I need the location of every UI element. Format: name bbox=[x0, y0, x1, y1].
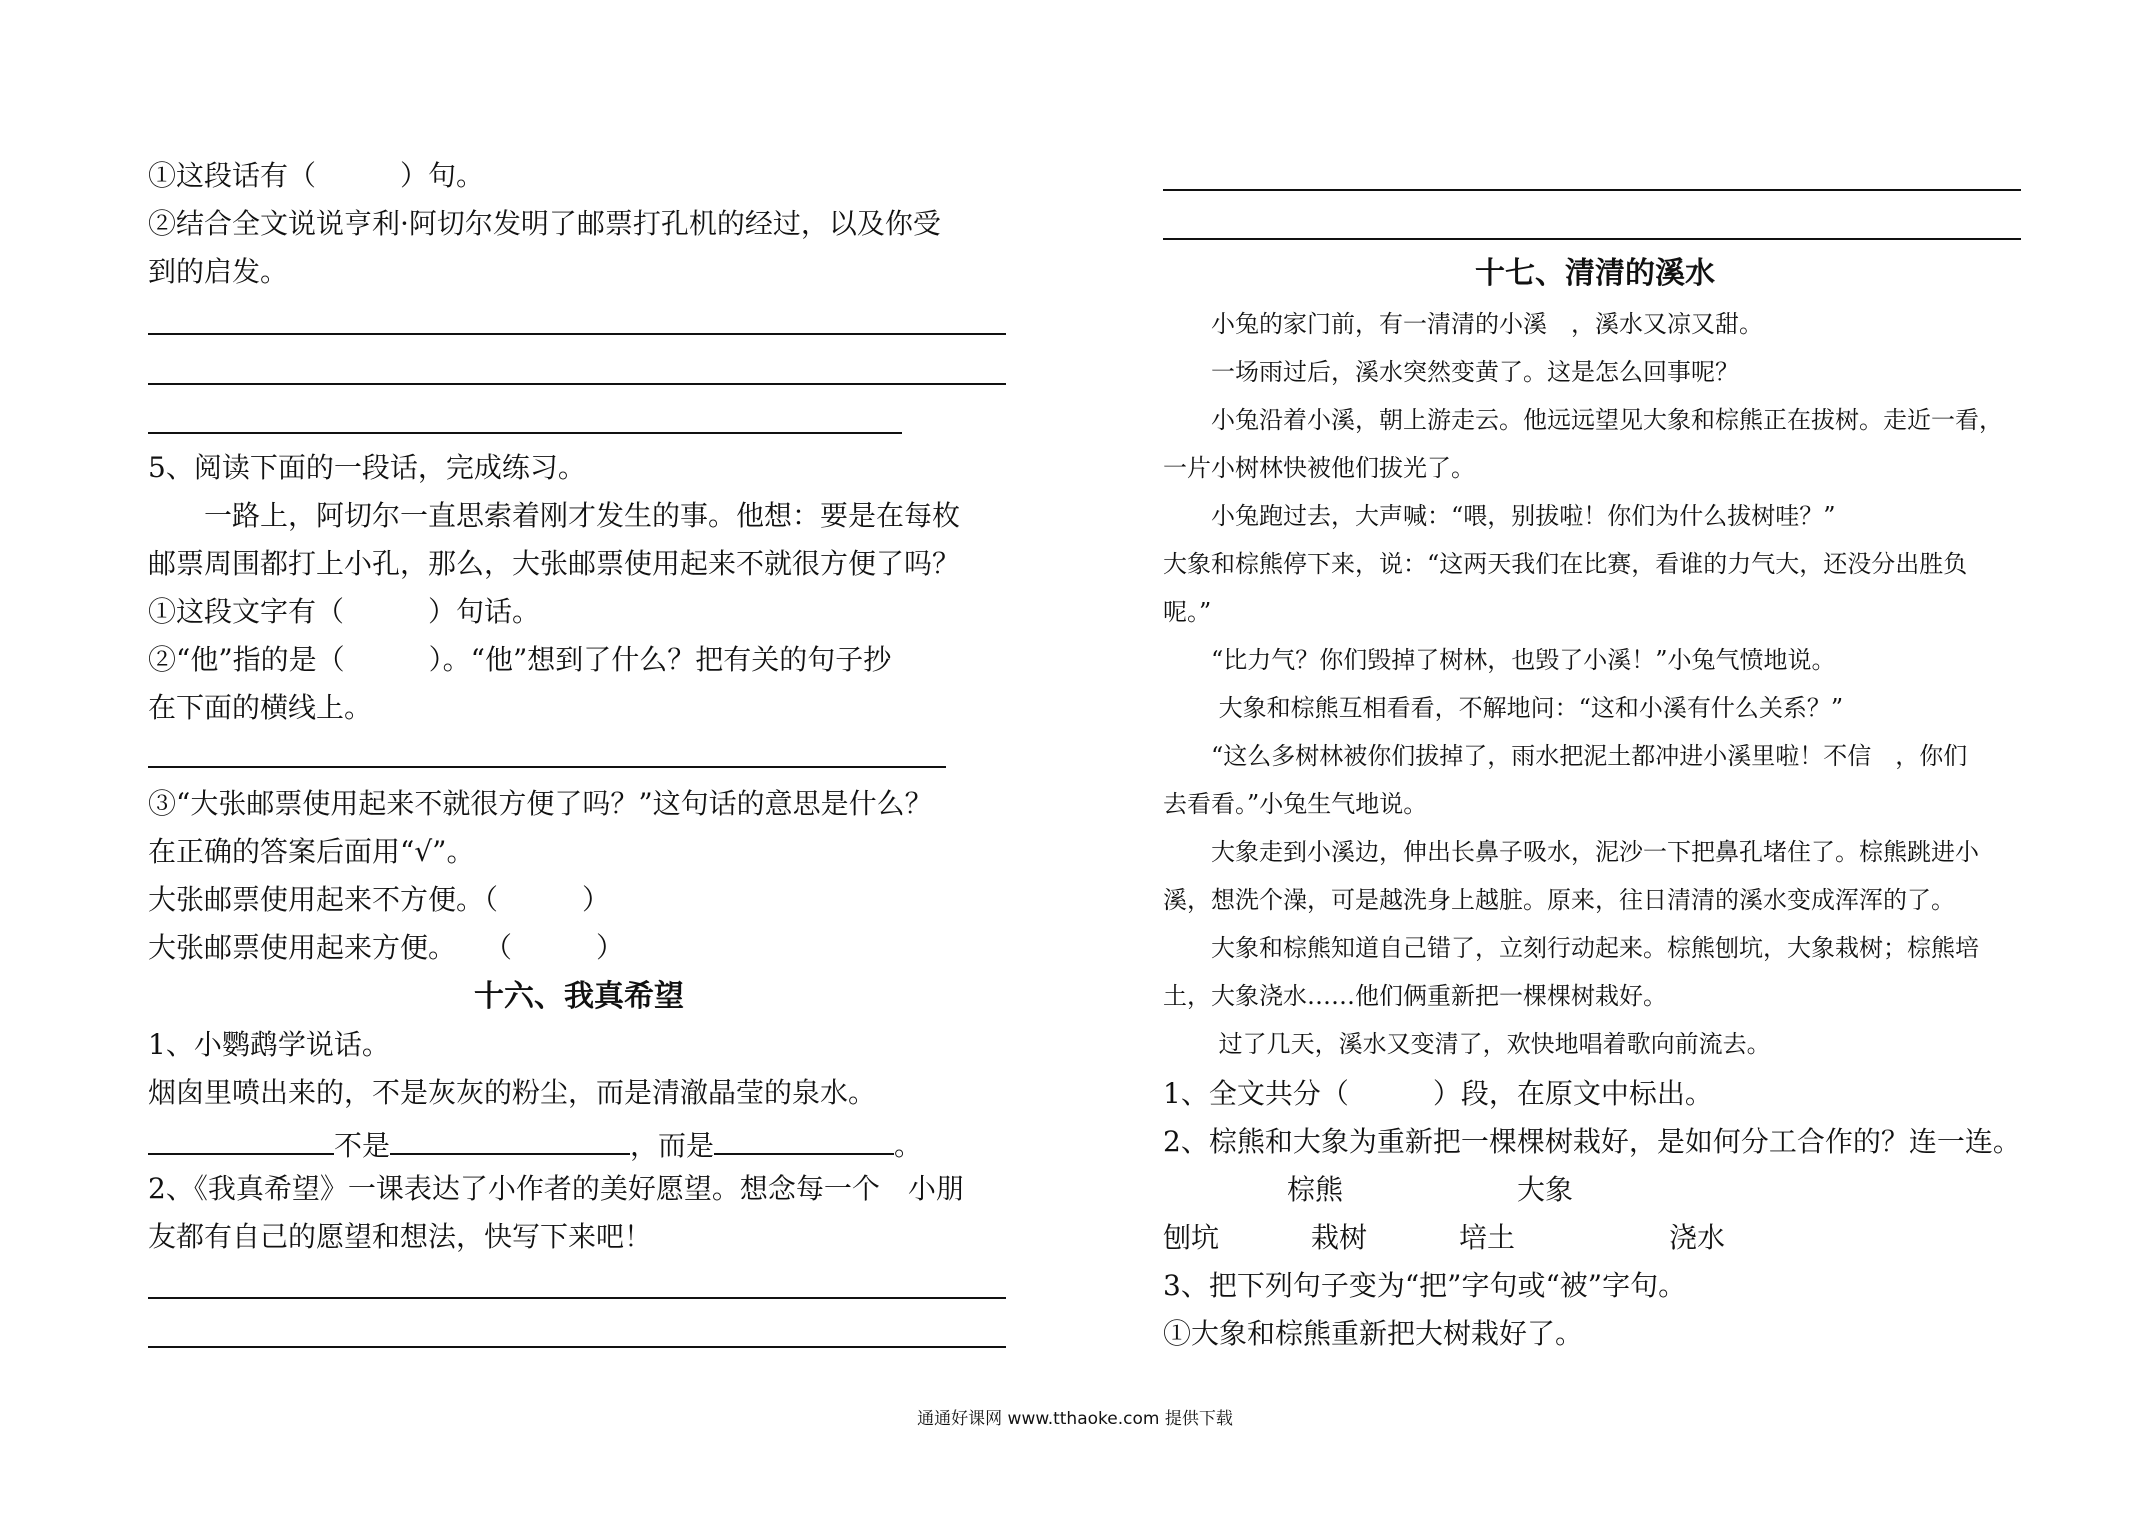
section-17-question-3-1: ①大象和棕熊重新把大树栽好了。 bbox=[1163, 1317, 1584, 1350]
blank bbox=[390, 1127, 630, 1155]
section-16-title: 十六、我真希望 bbox=[474, 979, 684, 1014]
story-line: 土，大象浇水……他们俩重新把一棵棵树栽好。 bbox=[1163, 982, 1667, 1010]
story-line: 一场雨过后，溪水突然变黄了。这是怎么回事呢？ bbox=[1163, 358, 1739, 386]
question-5-2-line2: 在下面的横线上。 bbox=[148, 691, 373, 724]
story-line: “比力气？你们毁掉了树林，也毁了小溪！”小兔气愤地说。 bbox=[1163, 646, 1836, 674]
story-line: “这么多树林被你们拔掉了，雨水把泥土都冲进小溪里啦！不信 ，你们 bbox=[1163, 742, 1968, 770]
passage-line: 邮票周围都打上小孔，那么，大张邮票使用起来不就很方便了吗？ bbox=[148, 547, 961, 580]
story-line: 小兔跑过去，大声喊：“喂，别拔啦！你们为什么拔树哇？” bbox=[1163, 502, 1836, 530]
story-line: 小兔沿着小溪，朝上游走云。他远远望见大象和棕熊正在拔树。走近一看， bbox=[1163, 406, 2003, 434]
footer-credit: 通通好课网 www.tthaoke.com 提供下载 bbox=[917, 1409, 1233, 1429]
question-5-2-line1: ②“他”指的是（ ）。“他”想到了什么？把有关的句子抄 bbox=[148, 643, 892, 676]
blank bbox=[148, 1127, 334, 1155]
section-16-question-1: 1、小鹦鹉学说话。 bbox=[148, 1028, 390, 1061]
question-4-2-line1: ②结合全文说说亨利·阿切尔发明了邮票打孔机的经过，以及你受 bbox=[148, 207, 941, 240]
story-line: 大象和棕熊停下来，说：“这两天我们在比赛，看谁的力气大，还没分出胜负 bbox=[1163, 550, 1968, 578]
match-bear: 棕熊 bbox=[1287, 1173, 1344, 1206]
option-2: 大张邮票使用起来方便。 （ ） bbox=[148, 931, 625, 964]
answer-line bbox=[148, 1297, 1006, 1299]
match-action: 刨坑 bbox=[1163, 1221, 1220, 1254]
match-action: 浇水 bbox=[1669, 1221, 1726, 1254]
section-16-sentence: 烟囱里喷出来的，不是灰灰的粉尘，而是清澈晶莹的泉水。 bbox=[148, 1076, 877, 1109]
section-17-question-3: 3、把下列句子变为“把”字句或“被”字句。 bbox=[1163, 1269, 1687, 1302]
story-line: 呢。” bbox=[1163, 598, 1212, 626]
story-line: 溪，想洗个澡，可是越洗身上越脏。原来，往日清清的溪水变成浑浑的了。 bbox=[1163, 886, 1955, 914]
fill-in-blank-row bbox=[148, 1127, 922, 1160]
fill-word: 。 bbox=[894, 1129, 923, 1162]
section-16-question-2-line2: 友都有自己的愿望和想法，快写下来吧！ bbox=[148, 1220, 653, 1253]
match-elephant: 大象 bbox=[1517, 1173, 1574, 1206]
question-4-2-line2: 到的启发。 bbox=[148, 255, 289, 288]
answer-line bbox=[148, 333, 1006, 335]
section-17-question-2: 2、棕熊和大象为重新把一棵棵树栽好，是如何分工合作的？连一连。 bbox=[1163, 1125, 2021, 1158]
story-line: 大象和棕熊互相看看，不解地问：“这和小溪有什么关系？” bbox=[1163, 694, 1844, 722]
answer-line bbox=[1163, 189, 2021, 191]
passage-line: 一路上，阿切尔一直思索着刚才发生的事。他想：要是在每枚 bbox=[148, 499, 961, 532]
story-line: 小兔的家门前，有一清清的小溪 ，溪水又凉又甜。 bbox=[1163, 310, 1763, 338]
answer-line bbox=[1163, 238, 2021, 240]
question-5-3-line1: ③“大张邮票使用起来不就很方便了吗？”这句话的意思是什么？ bbox=[148, 787, 933, 820]
match-action: 培土 bbox=[1459, 1221, 1516, 1254]
story-line: 大象走到小溪边，伸出长鼻子吸水，泥沙一下把鼻孔堵住了。棕熊跳进小 bbox=[1163, 838, 1979, 866]
question-5-1: ①这段文字有（ ）句话。 bbox=[148, 595, 541, 628]
blank bbox=[714, 1127, 894, 1155]
story-line: 一片小树林快被他们拔光了。 bbox=[1163, 454, 1475, 482]
option-1: 大张邮票使用起来不方便。（ ） bbox=[148, 883, 611, 916]
question-4-1: ①这段话有（ ）句。 bbox=[148, 159, 485, 192]
section-16-question-2-line1: 2、《我真希望》一课表达了小作者的美好愿望。想念每一个 小朋 bbox=[148, 1172, 964, 1205]
section-17-question-1: 1、全文共分（ ）段，在原文中标出。 bbox=[1163, 1077, 1713, 1110]
story-line: 过了几天，溪水又变清了，欢快地唱着歌向前流去。 bbox=[1163, 1030, 1771, 1058]
fill-word: 不是 bbox=[334, 1129, 391, 1162]
section-17-title: 十七、清清的溪水 bbox=[1475, 256, 1715, 291]
fill-word: ，而是 bbox=[630, 1129, 715, 1162]
question-5-title: 5、阅读下面的一段话，完成练习。 bbox=[148, 451, 586, 484]
answer-line bbox=[148, 1346, 1006, 1348]
answer-line bbox=[148, 383, 1006, 385]
answer-line bbox=[148, 766, 946, 768]
match-action: 栽树 bbox=[1311, 1221, 1368, 1254]
story-line: 去看看。”小兔生气地说。 bbox=[1163, 790, 1428, 818]
story-line: 大象和棕熊知道自己错了，立刻行动起来。棕熊刨坑，大象栽树；棕熊培 bbox=[1163, 934, 1979, 962]
question-5-3-line2: 在正确的答案后面用“√”。 bbox=[148, 835, 475, 868]
answer-line bbox=[148, 432, 902, 434]
